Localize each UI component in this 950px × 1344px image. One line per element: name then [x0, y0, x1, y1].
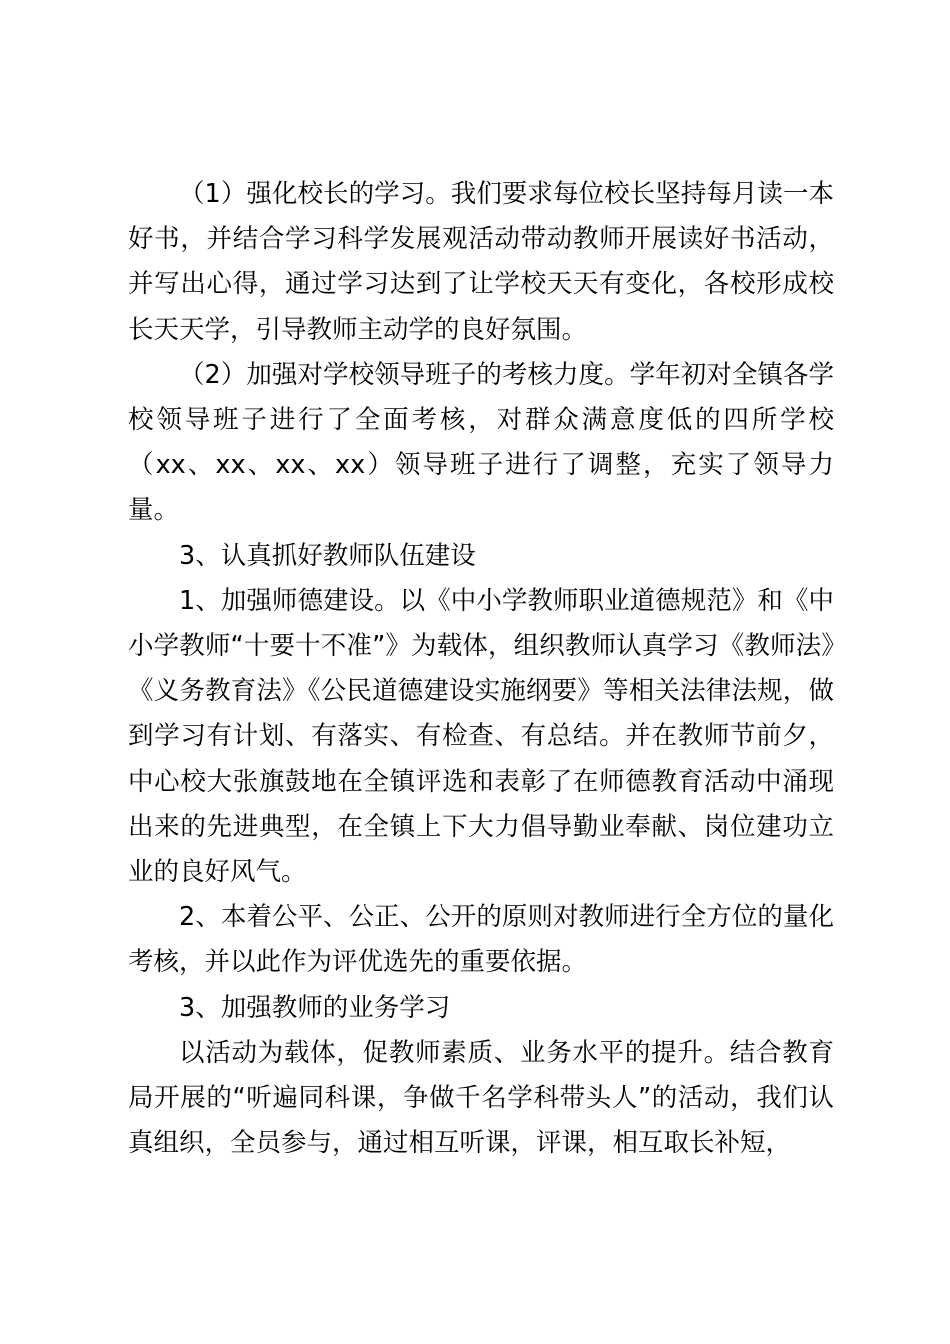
document-body: [128, 172, 834, 1166]
paragraph-principal-study: （1）强化校长的学习。我们要求每位校长坚持每月读一本好书，并结合学习科学发展观活动带动教师开展读好书活动，并写出心得，通过学习达到了让学校天天有变化，各校形成校长天天学，引导教师主动学的良好氛围。: [128, 179, 834, 345]
paragraph-activity-carrier: 以活动为载体，促教师素质、业务水平的提升。结合教育局开展的“听遍同科课，争做千名学科带头人”的活动，我们认真组织，全员参与，通过相互听课，评课，相互取长补短，: [128, 1037, 834, 1159]
paragraph-teacher-evaluation: 2、本着公平、公正、公开的原则对教师进行全方位的量化考核，并以此作为评优选先的重要依据。: [128, 902, 834, 978]
section-heading-teacher-team: 3、认真抓好教师队伍建设: [179, 540, 476, 571]
paragraph-teacher-ethics: 1、加强师德建设。以《中小学教师职业道德规范》和《中小学教师“十要十不准”》为载体，组织教师认真学习《教师法》《义务教育法》《公民道德建设实施纲要》等相关法律法规，做到学习有计划、有落实、有检查、有总结。并在教师节前夕，中心校大张旗鼓地在全镇评选和表彰了在师德教育活动中涌现出来的先进典型，在全镇上下大力倡导勤业奉献、岗位建功立业的良好风气。: [128, 585, 834, 888]
section-heading-professional-study: 3、加强教师的业务学习: [179, 992, 451, 1023]
paragraph-leadership-assessment: （2）加强对学校领导班子的考核力度。学年初对全镇各学校领导班子进行了全面考核，对群众满意度低的四所学校（xx、xx、xx、xx）领导班子进行了调整，充实了领导力量。: [128, 359, 834, 526]
